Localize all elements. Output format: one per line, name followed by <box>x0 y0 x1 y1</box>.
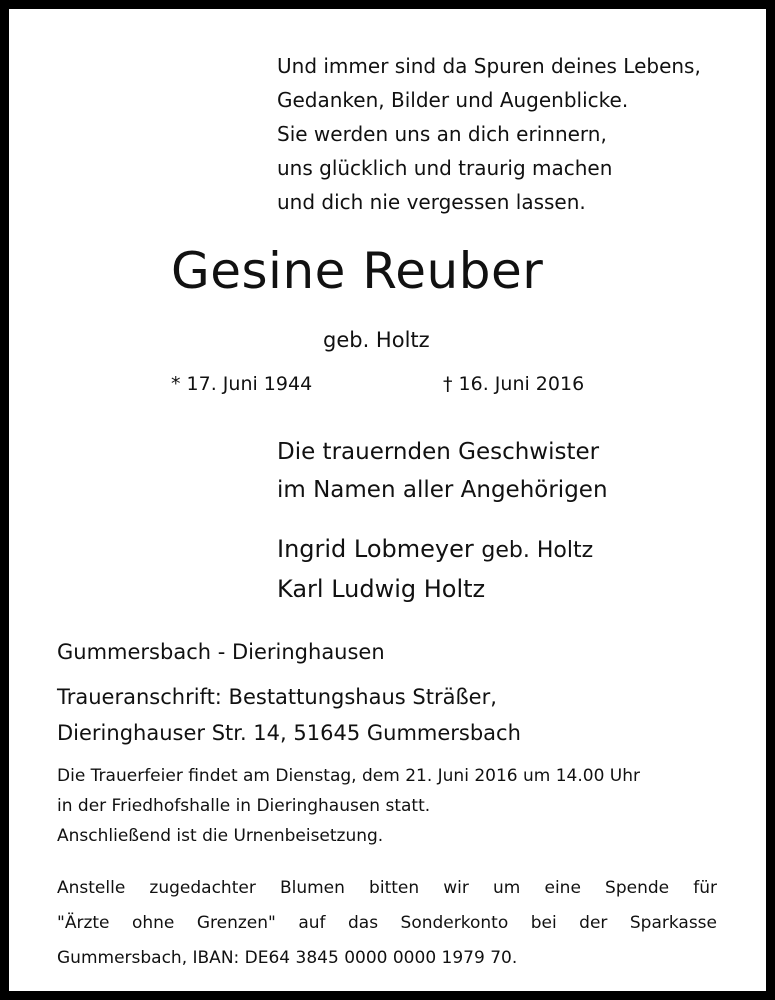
donation-notice <box>57 871 717 976</box>
ceremony-line: Anschließend ist die Urnenbeisetzung. <box>57 826 384 846</box>
signatory-1-name: Ingrid Lobmeyer <box>277 535 474 563</box>
poem-line: Und immer sind da Spuren deines Lebens, <box>277 54 701 78</box>
deceased-name: Gesine Reuber <box>171 242 544 300</box>
poem-line: uns glücklich und traurig machen <box>277 156 613 180</box>
mourners-line: im Namen aller Angehörigen <box>277 477 608 503</box>
donation-line: Gummersbach, IBAN: DE64 3845 0000 0000 1979 70. <box>57 948 518 968</box>
death-date: † 16. Juni 2016 <box>443 373 585 395</box>
signatory-1-suffix: geb. Holtz <box>481 538 594 563</box>
address-line: Dieringhauser Str. 14, 51645 Gummersbach <box>57 721 521 745</box>
ceremony-notice <box>57 761 640 851</box>
place: Gummersbach - Dieringhausen <box>57 640 385 664</box>
poem-line: und dich nie vergessen lassen. <box>277 190 586 214</box>
ceremony-line: in der Friedhofshalle in Dieringhausen statt. <box>57 796 431 816</box>
poem-line: Sie werden uns an dich erinnern, <box>277 122 607 146</box>
signatory-2: Karl Ludwig Holtz <box>277 575 486 603</box>
mourners-line: Die trauernden Geschwister <box>277 439 600 465</box>
donation-line: Anstelle zugedachter Blumen bitten wir um eine Spende für <box>57 878 717 898</box>
birth-date: * 17. Juni 1944 <box>171 373 313 395</box>
address-line: Traueranschrift: Bestattungshaus Sträßer, <box>57 685 497 709</box>
poem <box>277 49 701 219</box>
signatory-1 <box>277 529 593 571</box>
ceremony-line: Die Trauerfeier findet am Dienstag, dem 21. Juni 2016 um 14.00 Uhr <box>57 766 641 786</box>
mourning-address <box>57 679 521 751</box>
poem-line: Gedanken, Bilder und Augenblicke. <box>277 88 629 112</box>
birth-name: geb. Holtz <box>323 328 430 352</box>
donation-line: "Ärzte ohne Grenzen" auf das Sonderkonto bei der Sparkasse <box>57 913 717 933</box>
mourners-intro <box>277 433 608 509</box>
